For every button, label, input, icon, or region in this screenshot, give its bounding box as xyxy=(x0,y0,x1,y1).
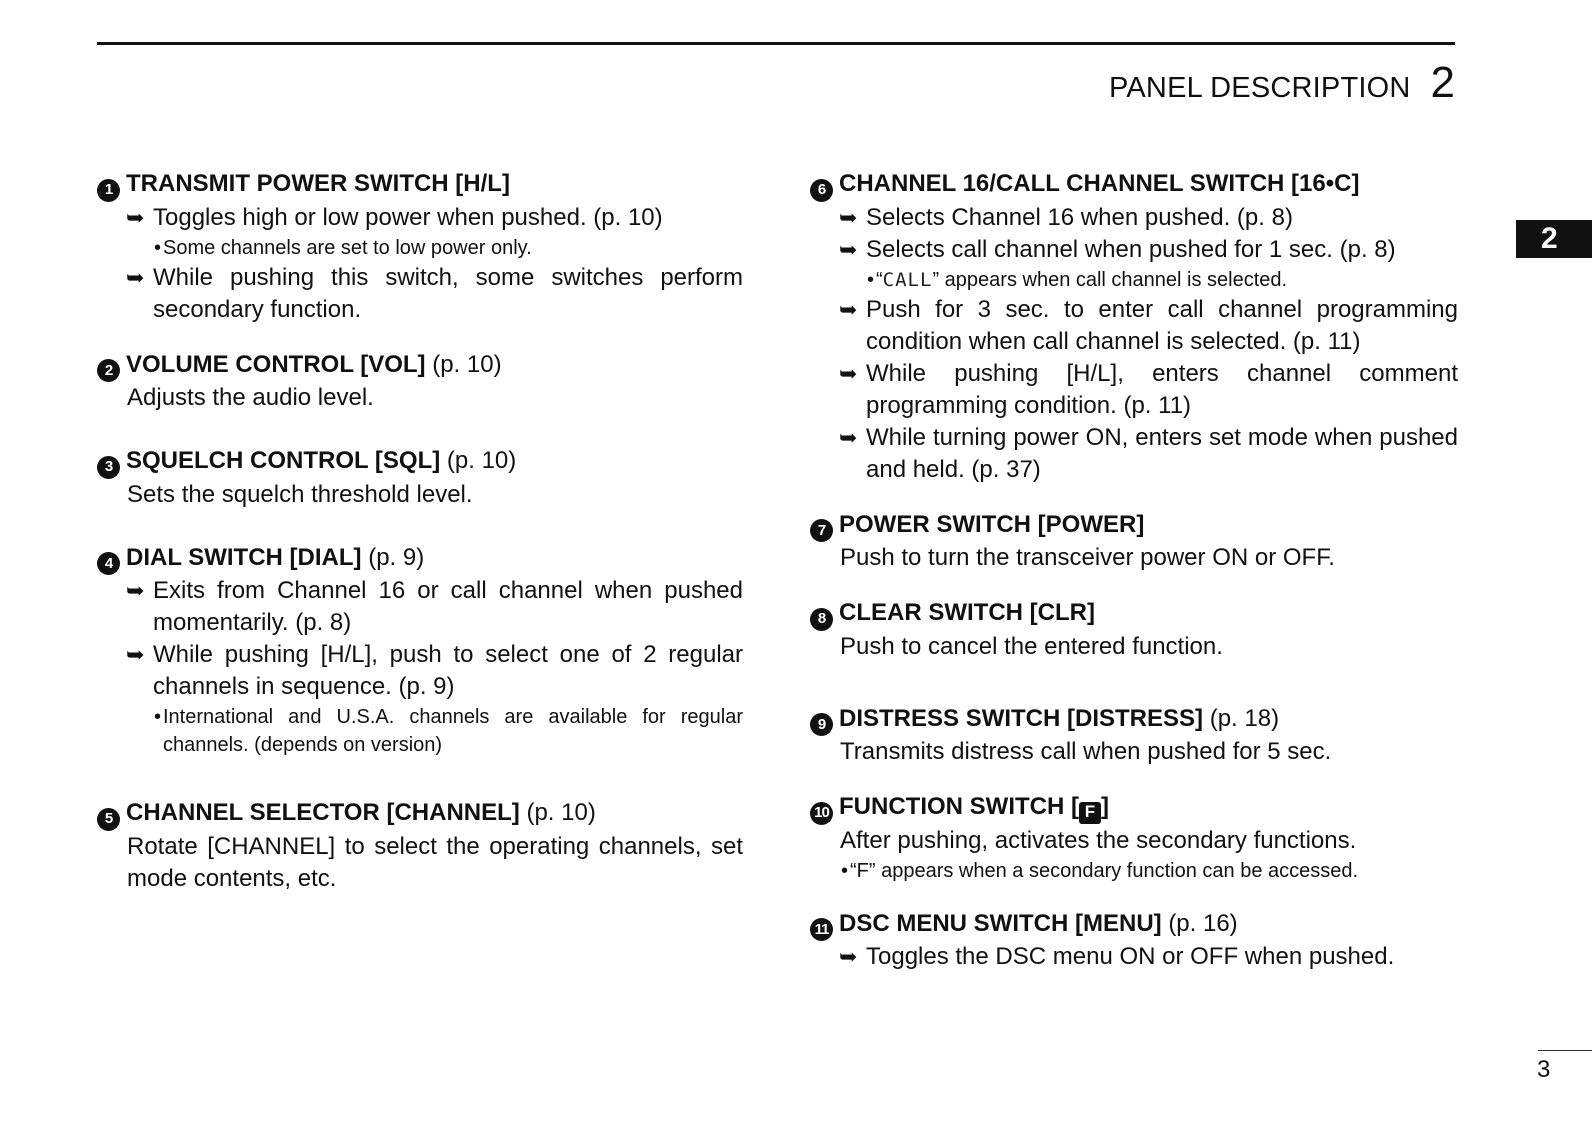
item-description: After pushing, activates the secondary functions. xyxy=(840,826,1357,854)
bullet-text: Push for 3 sec. to enter call channel programming condition when call channel is selected. (p. 11) xyxy=(866,295,1458,355)
function-key-icon: F xyxy=(1079,802,1101,824)
item-title: TRANSMIT POWER SWITCH [H/L] xyxy=(126,170,510,197)
item-title: CHANNEL SELECTOR [CHANNEL] xyxy=(126,799,520,826)
bullet-text: Selects call channel when pushed for 1 sec. (p. 8) xyxy=(866,235,1396,263)
item-transmit-power-switch xyxy=(97,168,743,326)
item-description: Push to turn the transceiver power ON or OFF. xyxy=(840,544,1335,571)
bullet-dot-icon: • xyxy=(841,859,849,882)
item-number-9: 9 xyxy=(810,713,833,736)
item-distress-switch xyxy=(810,703,1458,769)
item-clear-switch xyxy=(810,597,1458,663)
item-title: CLEAR SWITCH [CLR] xyxy=(839,599,1095,626)
item-title: SQUELCH CONTROL [SQL] xyxy=(126,447,441,474)
item-description: Transmits distress call when pushed for 5 sec. xyxy=(840,738,1332,765)
item-heading xyxy=(810,703,1458,737)
item-squelch-control xyxy=(97,445,743,511)
item-page-ref: (p. 10) xyxy=(526,799,596,826)
item-heading xyxy=(810,509,1458,543)
item-page-ref: (p. 16) xyxy=(1168,909,1238,937)
page-number: 3 xyxy=(1537,1056,1551,1083)
note: • “CALL” appears when call channel is selected. xyxy=(810,266,1458,294)
item-description: Push to cancel the entered function. xyxy=(840,632,1223,660)
arrow-icon: ➥ xyxy=(839,424,858,450)
bullet-text: While pushing [H/L], push to select one of 2 regular channels in sequence. (p. 9) xyxy=(153,641,743,700)
bullet xyxy=(810,358,1458,422)
bullet-text: While pushing [H/L], enters channel comment programming condition. (p. 11) xyxy=(866,359,1458,419)
item-number-1: 1 xyxy=(97,179,120,202)
bullet-text: Toggles high or low power when pushed. (p. 10) xyxy=(153,203,663,231)
arrow-icon: ➥ xyxy=(839,944,858,969)
bullet xyxy=(97,202,743,234)
item-title xyxy=(839,793,1109,820)
note-text: “F” appears when a secondary function can be accessed. xyxy=(850,859,1359,882)
bullet-text: Selects Channel 16 when pushed. (p. 8) xyxy=(866,203,1293,231)
bullet-text: While turning power ON, enters set mode when pushed and held. (p. 37) xyxy=(866,423,1458,483)
item-number-4: 4 xyxy=(97,552,120,575)
item-number-8: 8 xyxy=(810,608,833,631)
item-heading xyxy=(810,791,1458,825)
item-number-5: 5 xyxy=(97,808,120,831)
bullet-dot-icon: • xyxy=(154,236,162,259)
note xyxy=(97,234,743,262)
item-description: Sets the squelch threshold level. xyxy=(127,480,473,508)
item-title-suffix: ] xyxy=(1100,793,1109,820)
arrow-icon: ➥ xyxy=(839,360,858,386)
note xyxy=(810,857,1458,885)
item-page-ref: (p. 9) xyxy=(368,543,425,571)
item-number-11: 11 xyxy=(810,918,833,941)
left-column xyxy=(97,168,743,918)
item-number-2: 2 xyxy=(97,359,120,382)
item-number-7: 7 xyxy=(810,519,833,542)
item-heading xyxy=(810,168,1458,202)
item-page-ref: (p. 10) xyxy=(446,447,517,474)
arrow-icon: ➥ xyxy=(839,296,858,322)
bullet xyxy=(810,422,1458,486)
bullet xyxy=(97,575,743,639)
footer-rule xyxy=(1538,1050,1592,1051)
bullet xyxy=(97,639,743,703)
item-dsc-menu-switch xyxy=(810,908,1458,974)
bullet-dot-icon: • xyxy=(867,268,875,291)
item-heading xyxy=(97,349,743,383)
note-text: Some channels are set to low power only. xyxy=(163,236,532,259)
item-title: VOLUME CONTROL [VOL] xyxy=(126,350,426,378)
item-power-switch xyxy=(810,509,1458,575)
item-title: DISTRESS SWITCH [DISTRESS] xyxy=(839,704,1204,732)
item-heading xyxy=(97,542,743,576)
bullet-text: While pushing this switch, some switches perform secondary function. xyxy=(153,263,743,323)
item-number-3: 3 xyxy=(97,456,120,479)
item-title: CHANNEL 16/CALL CHANNEL SWITCH [16•C] xyxy=(839,170,1360,197)
item-heading xyxy=(97,168,743,202)
item-number-10: 10 xyxy=(810,802,833,825)
right-column xyxy=(810,168,1458,996)
arrow-icon: ➥ xyxy=(126,204,145,230)
item-heading xyxy=(810,597,1458,631)
arrow-icon: ➥ xyxy=(126,578,145,603)
item-page-ref: (p. 18) xyxy=(1209,704,1280,732)
bullet xyxy=(810,941,1458,973)
bullet-text: Exits from Channel 16 or call channel when pushed momentarily. (p. 8) xyxy=(153,577,743,636)
item-channel16-call-switch xyxy=(810,168,1458,486)
item-title: DIAL SWITCH [DIAL] xyxy=(126,543,362,571)
arrow-icon: ➥ xyxy=(126,264,145,290)
item-dial-switch xyxy=(97,542,743,760)
item-description: Rotate [CHANNEL] to select the operating channels, set mode contents, etc. xyxy=(127,832,743,892)
bullet xyxy=(810,294,1458,358)
item-heading xyxy=(97,797,743,831)
arrow-icon: ➥ xyxy=(839,236,858,262)
note-text: International and U.S.A. channels are available for regular channels. (depends on version) xyxy=(163,706,743,756)
arrow-icon: ➥ xyxy=(126,642,145,667)
item-description: Adjusts the audio level. xyxy=(127,384,374,411)
section-number: 2 xyxy=(1430,58,1455,107)
item-page-ref: (p. 10) xyxy=(432,350,502,378)
item-heading xyxy=(810,908,1458,942)
lcd-call-indicator: CALL xyxy=(882,268,933,291)
bullet xyxy=(810,202,1458,234)
item-title-prefix: FUNCTION SWITCH [ xyxy=(839,793,1079,820)
top-rule xyxy=(97,42,1455,45)
item-title: POWER SWITCH [POWER] xyxy=(839,510,1145,538)
arrow-icon: ➥ xyxy=(839,204,858,230)
bullet xyxy=(97,262,743,326)
note-text: appears when call channel is selected. xyxy=(939,268,1288,291)
section-header xyxy=(1109,58,1455,108)
side-tab: 2 xyxy=(1516,220,1592,258)
bullet-dot-icon: • xyxy=(154,706,162,728)
item-channel-selector xyxy=(97,797,743,895)
bullet xyxy=(810,234,1458,266)
section-title: PANEL DESCRIPTION xyxy=(1109,72,1411,104)
item-title: DSC MENU SWITCH [MENU] xyxy=(839,909,1162,937)
item-heading xyxy=(97,445,743,479)
note xyxy=(97,703,743,759)
bullet-text: Toggles the DSC menu ON or OFF when pushed. xyxy=(866,943,1395,970)
item-function-switch xyxy=(810,791,1458,885)
item-volume-control xyxy=(97,349,743,415)
item-number-6: 6 xyxy=(810,179,833,202)
